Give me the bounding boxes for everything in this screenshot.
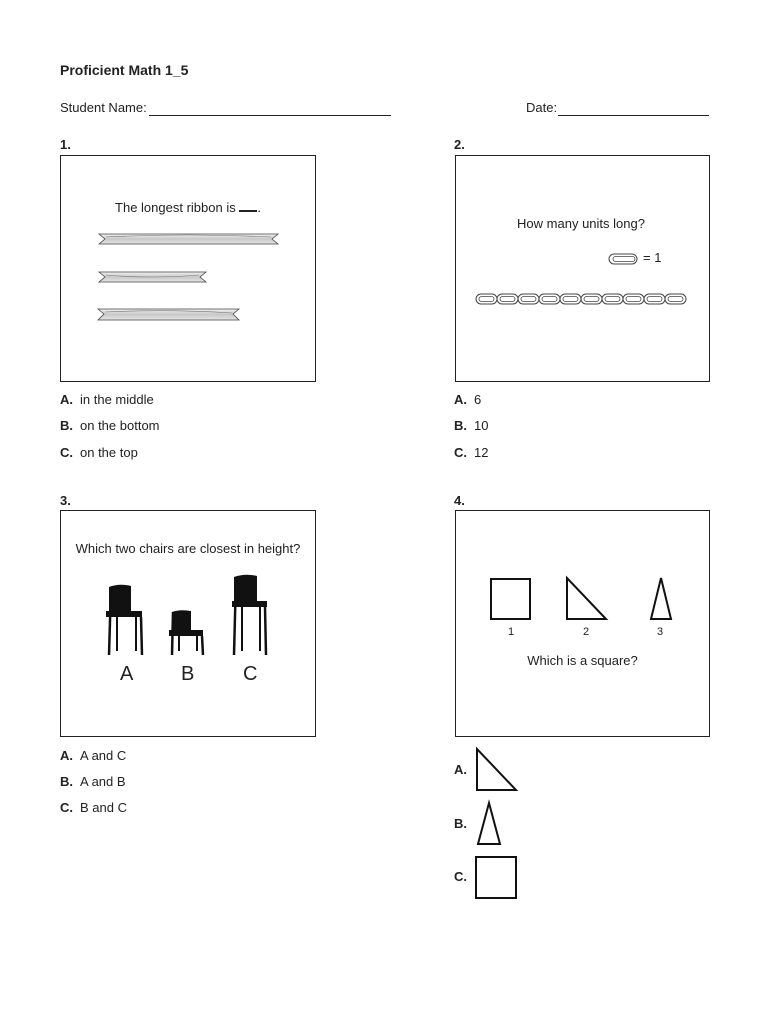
- unit-label: = 1: [643, 250, 662, 265]
- question-3-figure: [60, 510, 316, 737]
- choice-a-right-triangle-icon[interactable]: [475, 748, 519, 792]
- question-4-choice-a[interactable]: A.: [454, 762, 467, 777]
- chain-paperclip-icon: [581, 294, 602, 304]
- question-4-choice-b[interactable]: B.: [454, 816, 467, 831]
- question-3-choice-a[interactable]: A. A and C: [60, 748, 127, 763]
- ribbon-middle: [99, 272, 206, 282]
- chain-paperclip-icon: [476, 294, 497, 304]
- ribbon-bottom: [98, 309, 239, 320]
- choice-c-square-icon[interactable]: [475, 856, 519, 900]
- paperclip-illustration: [456, 156, 709, 381]
- student-name-label: Student Name:: [60, 100, 147, 115]
- chain-paperclip-icon: [602, 294, 623, 304]
- chair-b: [169, 610, 203, 655]
- question-2-choice-a[interactable]: A. 6: [454, 392, 482, 407]
- shapes-illustration: [456, 511, 709, 736]
- question-1-prompt: The longest ribbon is .: [115, 200, 261, 215]
- question-2-figure: [455, 155, 710, 382]
- question-4-choice-c[interactable]: C.: [454, 869, 467, 884]
- shape-label-3: 3: [657, 626, 664, 638]
- question-2-choice-c[interactable]: C. 12: [454, 445, 489, 460]
- chairs-illustration: [61, 511, 315, 736]
- question-3-number: 3.: [60, 493, 71, 508]
- worksheet-title: Proficient Math 1_5: [60, 62, 189, 78]
- shape-label-1: 1: [508, 626, 515, 638]
- chain-paperclip-icon: [518, 294, 539, 304]
- shape-3-isosceles-triangle: [651, 578, 671, 619]
- chair-label-b: B: [181, 663, 195, 685]
- question-4-number: 4.: [454, 493, 465, 508]
- chain-paperclip-icon: [665, 294, 686, 304]
- question-1-choice-c[interactable]: C. on the top: [60, 445, 138, 460]
- choice-b-isosceles-triangle-icon[interactable]: [475, 802, 505, 846]
- question-4-figure: [455, 510, 710, 737]
- chain-paperclip-icon: [560, 294, 581, 304]
- question-1-number: 1.: [60, 137, 71, 152]
- chair-label-a: A: [120, 663, 134, 685]
- chair-c: [232, 575, 267, 655]
- question-3-prompt: Which two chairs are closest in height?: [75, 541, 301, 556]
- student-name-field[interactable]: [149, 115, 391, 116]
- question-2-choice-b[interactable]: B. 10: [454, 418, 489, 433]
- shape-2-right-triangle: [567, 578, 606, 619]
- chain-paperclip-icon: [623, 294, 644, 304]
- chair-a: [106, 585, 142, 655]
- question-3-choice-c[interactable]: C. B and C: [60, 800, 127, 815]
- question-2-number: 2.: [454, 137, 465, 152]
- paperclip-chain: [476, 294, 686, 304]
- question-1-choice-a[interactable]: A. in the middle: [60, 392, 154, 407]
- question-4-prompt: Which is a square?: [527, 653, 638, 668]
- question-1-figure: [60, 155, 316, 382]
- question-2-prompt: How many units long?: [517, 216, 645, 231]
- chain-paperclip-icon: [644, 294, 665, 304]
- ribbons-illustration: [61, 156, 315, 381]
- date-label: Date:: [526, 100, 558, 115]
- shape-1-square: [491, 579, 530, 619]
- question-1-choice-b[interactable]: B. on the bottom: [60, 418, 160, 433]
- question-3-choice-b[interactable]: B. A and B: [60, 774, 126, 789]
- date-field[interactable]: [558, 115, 709, 116]
- ribbon-top: [99, 234, 278, 244]
- shape-label-2: 2: [583, 626, 590, 638]
- chain-paperclip-icon: [497, 294, 518, 304]
- chair-label-c: C: [243, 663, 258, 685]
- chain-paperclip-icon: [539, 294, 560, 304]
- unit-paperclip-icon: [609, 254, 637, 264]
